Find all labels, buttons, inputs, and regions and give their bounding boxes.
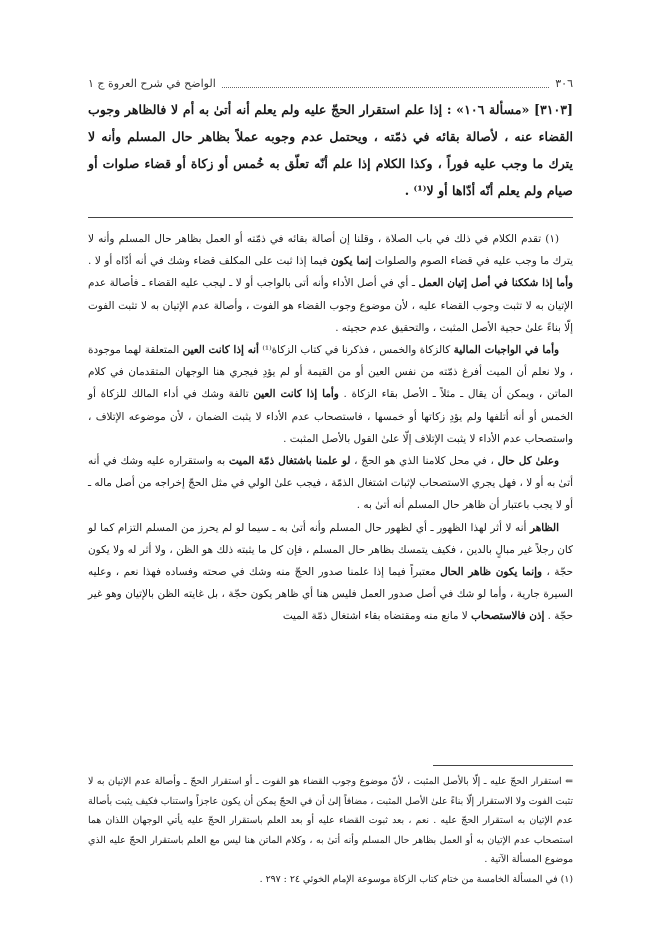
bold-phrase: وأما في الواجبات المالية — [453, 344, 560, 357]
book-title: الواضح في شرح العروة ج ١ — [88, 76, 216, 90]
text-run: ـ أي في أصل الأداء وأنه أتى بالواجب أو لا ـ ليجب عليه القضاء ـ فأصالة عدم الإتيان به لا تثبت وجوب القضاء عليه ، لأن موضوع وجوب القضاء هو الفوت ، وأصالة عدم الإتيان به لا تثبت الفوت إلّا بناءً علىٰ حجية الأصل المثبت ، والتحقيق عدم حجيته . — [88, 277, 573, 334]
footnote-1: (١) في المسألة الخامسة من ختام كتاب الزكاة موسوعة الإمام الخوئي ٢٤ : ٢٩٧ . — [259, 873, 573, 885]
text-run: به واستقراره عليه وشك في أنه أتىٰ به أو لا ، فهل يجري الاستصحاب لإثبات اشتغال الذمّة ، فيجب علىٰ الولي في مثل الحجّ إخراجه من أصل ماله ـ أو لا يجب باعتبار أن ظاهر حال المسلم أنه أتىٰ به . — [88, 455, 573, 512]
footnote-continued: ⇐ استقرار الحجّ عليه ـ إلّا بالأصل المثبت ، لأنّ موضوع وجوب القضاء هو الفوت ـ أو استقرار الحجّ ـ وأصالة عدم الإتيان به لا تثبت الفوت ولا الاستقرار إلّا بناءً علىٰ الأصل المثبت ، مضافاً إلىٰ أن في الحجّ يمكن أن يكون عاجزاً واستناب فكيف يثبت بأصالة عدم الإتيان به استقرار الحجّ عليه . نعم ، بعد ثبوت القضاء عليه أو بعد العلم باستقرار الحجّ عليه يأتي الوجهان اللذان هما استصحاب عدم الإتيان به أو العمل بظاهر حال المسلم وأنه أتىٰ به ، وكلام الماتن هنا ليس مع العلم باستقرار الحجّ عليه الذي موضوع المسألة الآتية . — [88, 776, 573, 865]
text-run: تالفة وشك في أداء المالك للزكاة أو الخمس أو أنه أتلفها ولم يؤدِ زكاتها أو خمسها ، فاستصحاب عدم الأداء لا يثبت الضمان ، لأن موضوعه الإتلاف ، واستصحاب عدم الأداء لا يثبت الإتلاف إلّا علىٰ القول بالأصل المثبت . — [88, 388, 573, 445]
bold-phrase: وإنما يكون ظاهر الحال — [440, 566, 543, 579]
bold-phrase: الظاهر — [530, 521, 559, 534]
running-header — [88, 74, 573, 92]
text-run: لا مانع منه ومقتضاه بقاء اشتغال ذمّة الميت — [282, 610, 472, 623]
text-run: كالزكاة والخمس ، فذكرنا في كتاب الزكاة⁽¹⁾ — [258, 344, 454, 357]
page-number: ٣٠٦ — [555, 76, 573, 90]
text-run: المتعلقة لهما موجودة ، ولا نعلم أن الميت أفرغ ذمّته من نفس العين أو من القيمة أو لم يؤدِ فيجري هنا الوجهان المتقدمان في كلام الماتن ، ويمكن أن يقال ـ مثلاً ـ الأصل بقاء الزكاة . — [88, 344, 573, 401]
bold-phrase: لو علمنا باشتغال ذمّة الميت — [228, 455, 351, 468]
commentary-paragraph — [88, 450, 573, 517]
separator-rule — [88, 217, 573, 218]
commentary-paragraph — [88, 228, 573, 339]
bold-phrase: وأما إذا شككنا في أصل إتيان العمل — [418, 277, 573, 290]
text-run: معتبراً فيما إذا علمنا صدور الحجّ منه وشك في صحته وفساده فهذا نعم ، وعليه السيرة جارية ، وأما لو شك في أصل صدور العمل فليس هنا أي ظاهر يكون حجّة ، بل غايته الظن بالإتيان وهو غير حجّة . — [88, 566, 573, 623]
bold-phrase: إنما يكون — [330, 255, 372, 268]
commentary-paragraph — [88, 517, 573, 628]
text-run: أنه لا أثر لهذا الظهور ـ أي لظهور حال المسلم وأنه أتىٰ به ـ سيما لو لم يحرز من المسلم التزام كما لو كان رجلاً غير مبالٍ بالدين ، فكيف يتمسك بظاهر حال المسلم ، فإن كل ما يثبته ذلك هو الظن ، ولا أثر له ولا يكون حجّة ، — [88, 521, 573, 579]
commentary — [88, 228, 573, 628]
text-run: ، في محل كلامنا الذي هو الحجّ ، — [350, 455, 498, 468]
commentary-paragraph — [88, 339, 573, 450]
text-run: فيما إذا ثبت على المكلف قضاء وشك في أنه أدّاه أو لا . — [88, 255, 331, 268]
text-run: (١) تقدم الكلام في ذلك في باب الصلاة ، وقلنا إن أصالة بقائه في ذمّته أو العمل بظاهر حال المسلم وأنه لا يترك ما وجب عليه في قضاء الصوم والصلوات — [88, 233, 573, 268]
bold-phrase: إذن فالاستصحاب — [471, 610, 545, 623]
main-text: [٣١٠٣] «مسألة ١٠٦» : إذا علم استقرار الحجّ عليه ولم يعلم أنه أتىٰ به أم لا فالظاهر وجوب القضاء عنه ، لأصالة بقائه في ذمّته ، ويحتمل عدم وجوبه عملاً بظاهر حال المسلم وأنه لا يترك ما وجب عليه فوراً ، وكذا الكلام إذا علم أنّه تعلّق به خُمس أو زكاة أو قضاء صلوات أو صيام ولم يعلم أنّه أدّاها أو لا⁽¹⁾ . — [88, 102, 573, 198]
bold-phrase: وأما إذا كانت العين — [253, 388, 339, 401]
footnotes — [88, 772, 573, 889]
header-leader-dots — [222, 79, 550, 88]
bold-phrase: أنه إذا كانت العين — [182, 344, 259, 357]
bold-phrase: وعلىٰ كل حال — [497, 455, 559, 468]
footnote-rule — [433, 765, 573, 766]
